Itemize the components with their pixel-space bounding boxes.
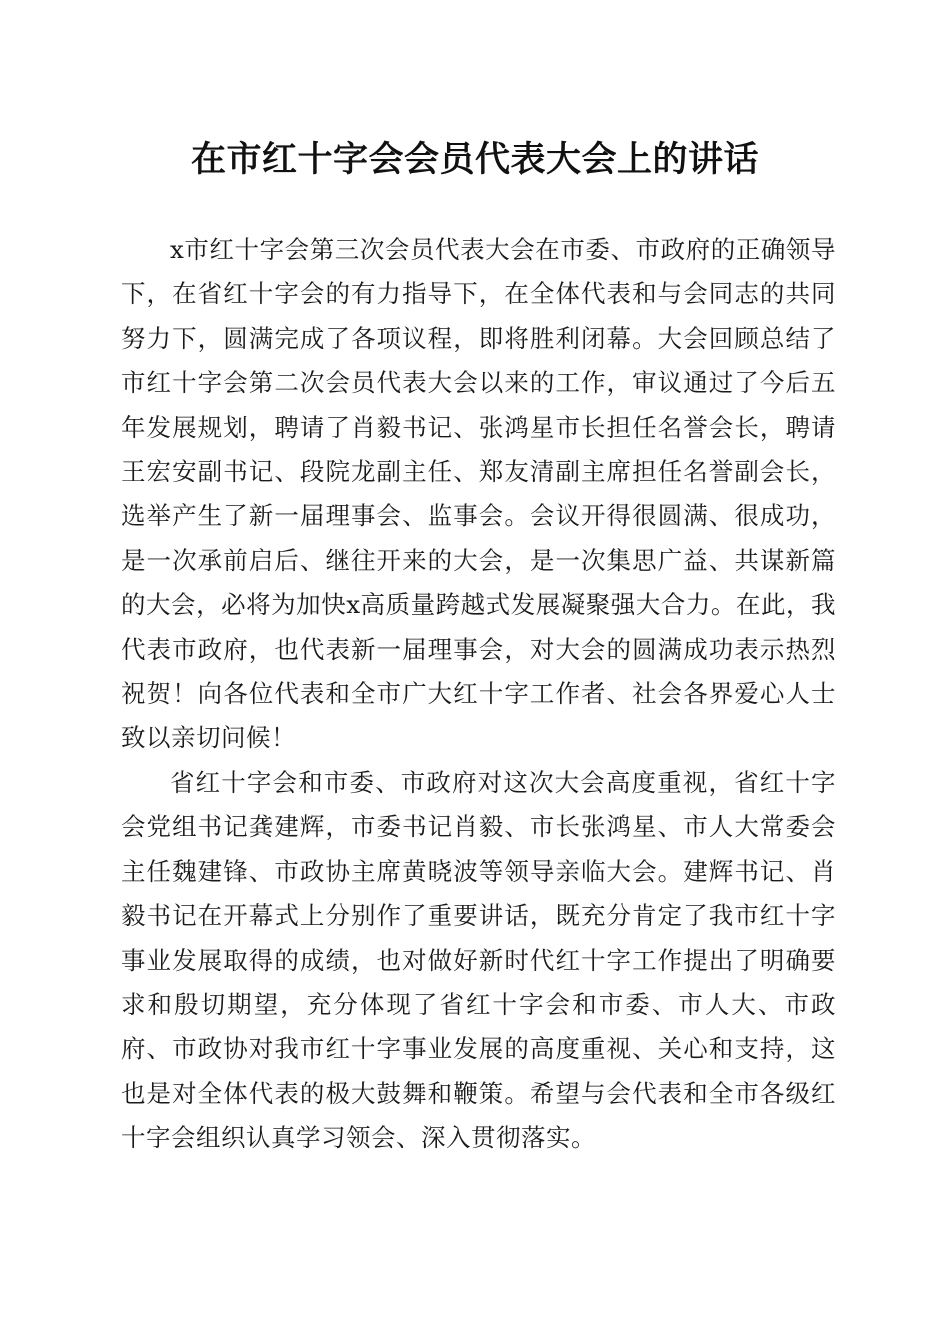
document-body — [121, 228, 836, 1161]
paragraph-1: x市红十字会第三次会员代表大会在市委、市政府的正确领导下，在省红十字会的有力指导下，在全体代表和与会同志的共同努力下，圆满完成了各项议程，即将胜利闭幕。大会回顾总结了市红十字会第二次会员代表大会以来的工作，审议通过了今后五年发展规划，聘请了肖毅书记、张鸿星市长担任名誉会长，聘请王宏安副书记、段院龙副主任、郑友清副主席担任名誉副会长，选举产生了新一届理事会、监事会。会议开得很圆满、很成功，是一次承前启后、继往开来的大会，是一次集思广益、共谋新篇的大会，必将为加快x高质量跨越式发展凝聚强大合力。在此，我代表市政府，也代表新一届理事会，对大会的圆满成功表示热烈祝贺！向各位代表和全市广大红十字工作者、社会各界爱心人士致以亲切问候！ — [121, 235, 836, 753]
paragraph-2: 省红十字会和市委、市政府对这次大会高度重视，省红十字会党组书记龚建辉，市委书记肖毅、市长张鸿星、市人大常委会主任魏建锋、市政协主席黄晓波等领导亲临大会。建辉书记、肖毅书记在开幕式上分别作了重要讲话，既充分肯定了我市红十字事业发展取得的成绩，也对做好新时代红十字工作提出了明确要求和殷切期望，充分体现了省红十字会和市委、市人大、市政府、市政协对我市红十字事业发展的高度重视、关心和支持，这也是对全体代表的极大鼓舞和鞭策。希望与会代表和全市各级红十字会组织认真学习领会、深入贯彻落实。 — [121, 767, 836, 1153]
document-title: 在市红十字会会员代表大会上的讲话 — [190, 139, 759, 180]
